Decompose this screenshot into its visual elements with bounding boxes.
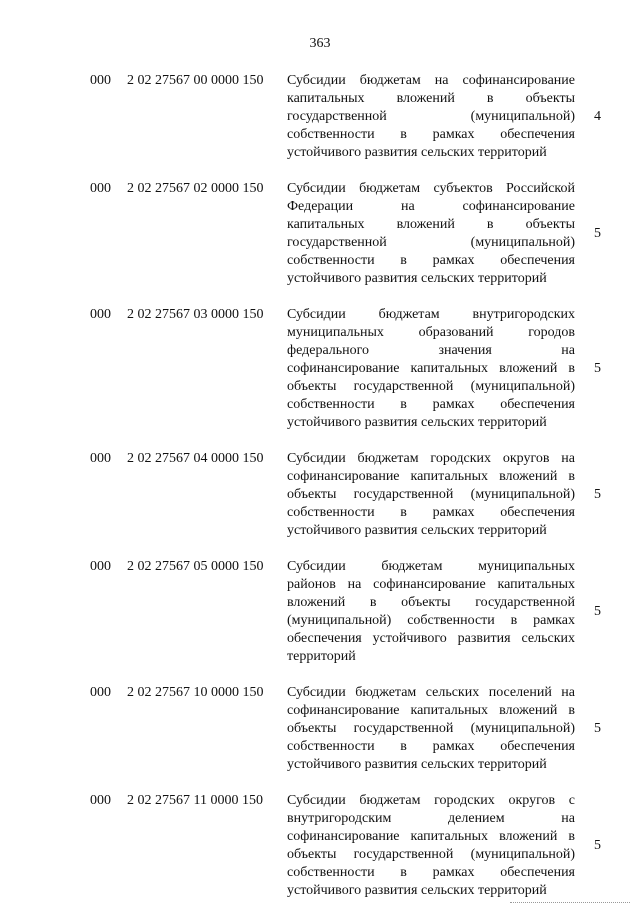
description-line: софинансирование капитальных вложений в: [287, 361, 575, 376]
description-line: собственности в рамках обеспечения: [287, 865, 575, 880]
description-line: Субсидии бюджетам субъектов Российской: [287, 181, 575, 196]
row-value: 5: [594, 604, 601, 619]
description-line: внутригородским делением на: [287, 811, 575, 826]
page-number: 363: [309, 36, 331, 51]
description-line: устойчивого развития сельских территорий: [287, 145, 547, 160]
income-description: [287, 684, 575, 774]
description-line: территорий: [287, 649, 356, 664]
budget-classification-code: 2 02 27567 05 0000 150: [127, 559, 264, 574]
row-value: 5: [594, 838, 601, 853]
description-line: Субсидии бюджетам сельских поселений на: [287, 685, 575, 700]
budget-row: [0, 180, 640, 288]
admin-code: 000: [90, 73, 111, 88]
bottom-edge-artifact: [510, 898, 630, 903]
description-line: софинансирование капитальных вложений в: [287, 703, 575, 718]
description-line: Субсидии бюджетам на софинансирование: [287, 73, 575, 88]
description-line: собственности в рамках обеспечения: [287, 127, 575, 142]
description-line: вложений в объекты государственной: [287, 595, 575, 610]
income-description: [287, 72, 575, 162]
description-line: федерального значения на: [287, 343, 575, 358]
description-line: объекты государственной (муниципальной): [287, 379, 575, 394]
income-description: [287, 450, 575, 540]
budget-code-list: [0, 72, 640, 918]
description-line: устойчивого развития сельских территорий: [287, 415, 547, 430]
admin-code: 000: [90, 181, 111, 196]
admin-code: 000: [90, 793, 111, 808]
admin-code: 000: [90, 559, 111, 574]
description-line: муниципальных образований городов: [287, 325, 575, 340]
description-line: устойчивого развития сельских территорий: [287, 757, 547, 772]
admin-code: 000: [90, 307, 111, 322]
income-description: [287, 306, 575, 432]
budget-classification-code: 2 02 27567 00 0000 150: [127, 73, 264, 88]
row-value: 5: [594, 487, 601, 502]
description-line: государственной (муниципальной): [287, 235, 575, 250]
description-line: районов на софинансирование капитальных: [287, 577, 575, 592]
description-line: собственности в рамках обеспечения: [287, 739, 575, 754]
description-line: Субсидии бюджетам городских округов с: [287, 793, 575, 808]
description-line: государственной (муниципальной): [287, 109, 575, 124]
description-line: собственности в рамках обеспечения: [287, 397, 575, 412]
budget-classification-code: 2 02 27567 04 0000 150: [127, 451, 264, 466]
description-line: устойчивого развития сельских территорий: [287, 883, 547, 898]
income-description: [287, 558, 575, 666]
description-line: капитальных вложений в объекты: [287, 217, 575, 232]
description-line: собственности в рамках обеспечения: [287, 505, 575, 520]
description-line: Субсидии бюджетам внутригородских: [287, 307, 575, 322]
row-value: 5: [594, 721, 601, 736]
budget-classification-code: 2 02 27567 03 0000 150: [127, 307, 264, 322]
description-line: собственности в рамках обеспечения: [287, 253, 575, 268]
description-line: капитальных вложений в объекты: [287, 91, 575, 106]
description-line: Субсидии бюджетам муниципальных: [287, 559, 575, 574]
budget-row: [0, 450, 640, 540]
description-line: объекты государственной (муниципальной): [287, 721, 575, 736]
budget-row: [0, 684, 640, 774]
description-line: софинансирование капитальных вложений в: [287, 469, 575, 484]
description-line: (муниципальной) собственности в рамках: [287, 613, 575, 628]
budget-classification-code: 2 02 27567 10 0000 150: [127, 685, 264, 700]
description-line: объекты государственной (муниципальной): [287, 847, 575, 862]
budget-row: [0, 558, 640, 666]
row-value: 4: [594, 109, 601, 124]
admin-code: 000: [90, 685, 111, 700]
budget-classification-code: 2 02 27567 02 0000 150: [127, 181, 264, 196]
description-line: Федерации на софинансирование: [287, 199, 575, 214]
description-line: софинансирование капитальных вложений в: [287, 829, 575, 844]
row-value: 5: [594, 361, 601, 376]
budget-row: [0, 72, 640, 162]
description-line: устойчивого развития сельских территорий: [287, 523, 547, 538]
budget-row: [0, 306, 640, 432]
admin-code: 000: [90, 451, 111, 466]
description-line: Субсидии бюджетам городских округов на: [287, 451, 575, 466]
description-line: устойчивого развития сельских территорий: [287, 271, 547, 286]
description-line: обеспечения устойчивого развития сельских: [287, 631, 575, 646]
budget-row: [0, 792, 640, 900]
row-value: 5: [594, 226, 601, 241]
budget-classification-code: 2 02 27567 11 0000 150: [127, 793, 263, 808]
description-line: объекты государственной (муниципальной): [287, 487, 575, 502]
income-description: [287, 180, 575, 288]
income-description: [287, 792, 575, 900]
